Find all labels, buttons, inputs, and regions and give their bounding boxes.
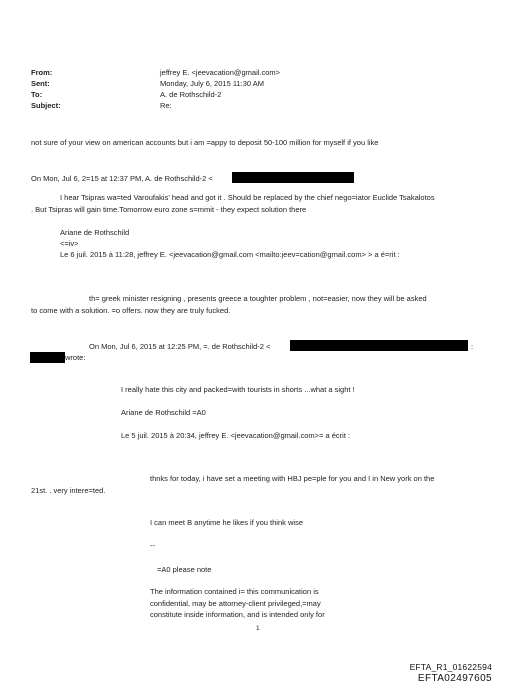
q2-line-1: th= greek minister resigning , presents greece a toughter problem , not=easier, now they will be asked bbox=[89, 294, 427, 303]
q5-line-1: I can meet B anytime he likes if you think wise bbox=[150, 518, 303, 527]
q1-signature: Ariane de Rothschild bbox=[60, 228, 130, 237]
redaction-block bbox=[290, 340, 468, 351]
q1-line-1: I hear Tsipras wa=ted Varoufakis' head and got it . Should be replaced by the chief nego=iator Euclide Tsakalotos bbox=[60, 193, 435, 202]
redaction-block bbox=[30, 352, 65, 363]
quote1-intro: On Mon, Jul 6, 2=15 at 12:37 PM, A. de Rothschild-2 < bbox=[31, 174, 213, 183]
page-number: 1 bbox=[256, 625, 260, 632]
to-label: To: bbox=[31, 90, 43, 99]
sent-value: Monday, July 6, 2015 11:30 AM bbox=[160, 79, 264, 88]
q5-dash: -- bbox=[150, 541, 155, 550]
quote2-colon: : bbox=[471, 342, 474, 351]
redaction-block bbox=[232, 172, 354, 183]
q6-line-2: confidential, may be attorney-client privileged,=may bbox=[150, 599, 321, 608]
from-value: jeffrey E. <jeevacation@gmail.com> bbox=[160, 68, 281, 77]
q4-line-2: 21st. . very intere=ted. bbox=[31, 486, 106, 495]
footer-id-2: EFTA02497605 bbox=[417, 673, 492, 684]
q1-le6: Le 6 juil. 2015 à 11:28, jeffrey E. <jeevacation@gmail.com <mailto:jeev=cation@gmail.com> > a é=rit : bbox=[60, 250, 400, 259]
to-value: A. de Rothschild-2 bbox=[160, 90, 222, 99]
from-label: From: bbox=[31, 68, 53, 77]
q2-line-2: to come with a solution. =o offers. now they are truly fucked. bbox=[31, 306, 231, 315]
q5-note: =A0 please note bbox=[157, 565, 212, 574]
q6-line-1: The information contained i= this communication is bbox=[150, 587, 319, 596]
q4-line-1: thnks for today, i have set a meeting with HBJ pe=ple for you and I in New york on the bbox=[150, 474, 435, 483]
q1-line-2: . But Tsipras will gain time.Tomorrow euro zone s=mmit - they expect solution there bbox=[31, 205, 307, 214]
q1-div: <=iv> bbox=[60, 239, 79, 248]
body-line-1: not sure of your view on american accounts but i am =appy to deposit 50-100 million for myself if you like bbox=[31, 138, 379, 147]
q6-line-3: constitute inside information, and is intended only for bbox=[150, 610, 325, 619]
quote2-intro: On Mon, Jul 6, 2015 at 12:25 PM, =. de Rothschild-2 < bbox=[89, 342, 271, 351]
q3-line-1: I really hate this city and packed=with tourists in shorts ...what a sight ! bbox=[121, 385, 355, 394]
sent-label: Sent: bbox=[31, 79, 50, 88]
footer-id-1: EFTA_R1_01622594 bbox=[409, 662, 492, 672]
subject-label: Subject: bbox=[31, 101, 61, 110]
subject-value: Re: bbox=[160, 101, 172, 110]
quote2-wrote: wrote: bbox=[65, 353, 86, 362]
q3-signature: Ariane de Rothschild =A0 bbox=[121, 408, 206, 417]
q3-le5: Le 5 juil. 2015 à 20:34, jeffrey E. <jeevacation@gmail.com>= a écrit : bbox=[121, 431, 351, 440]
